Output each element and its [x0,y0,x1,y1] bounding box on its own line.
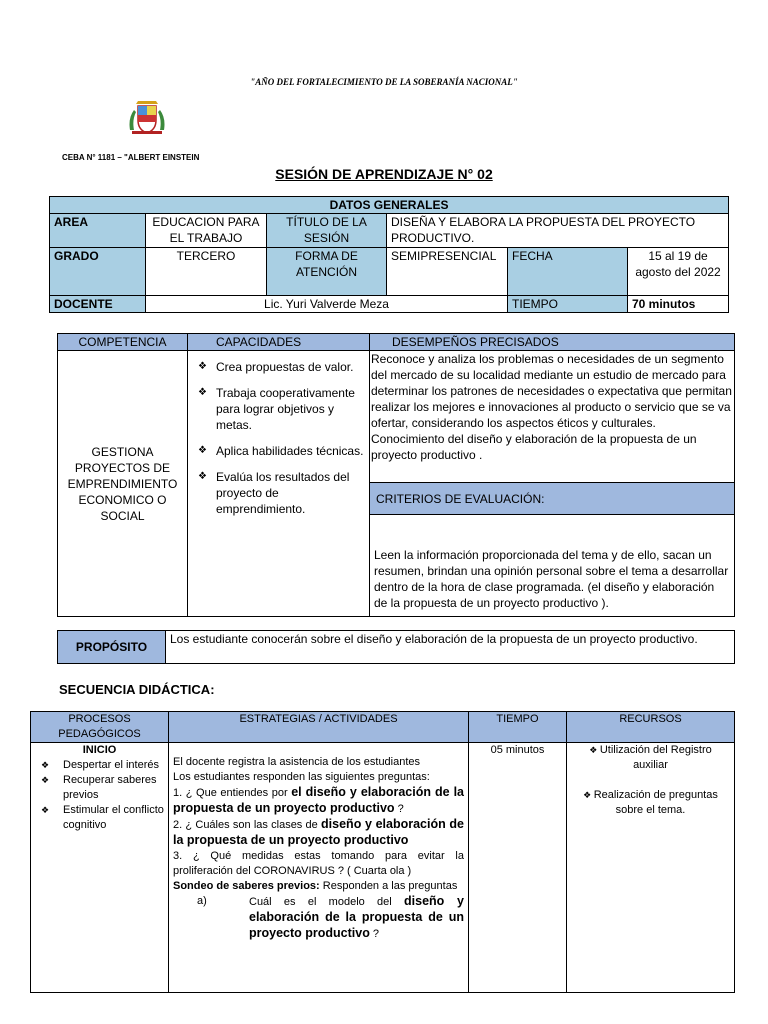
grado-value: TERCERO [146,248,267,296]
tiempo-value: 70 minutos [628,296,729,313]
year-motto: "AÑO DEL FORTALECIMIENTO DE LA SOBERANÍA NACIONAL" [250,77,518,87]
docente-label: DOCENTE [50,296,146,313]
desempeno-2: Conocimiento del diseño y elaboración de la propuesta de un proyecto productivo . [371,432,697,462]
estrategias-cell [169,743,469,993]
proposito-table [57,630,735,664]
tiempo-inicio: 05 minutos [469,743,567,993]
secuencia-table [30,711,735,993]
general-heading: DATOS GENERALES [50,197,729,214]
recursos-cell [567,743,735,993]
capacidad-item: ❖ Trabaja cooperativamente para lograr objetivos y metas. [192,385,365,433]
col-competencia: COMPETENCIA [58,334,188,351]
competencia-text: GESTIONA PROYECTOS DE EMPRENDIMIENTO ECONOMICO O SOCIAL [58,351,188,617]
docente-value: Lic. Yuri Valverde Meza [146,296,508,313]
question-a: a) Cuál es el modelo del diseño y elaboración de la propuesta de un proyecto productivo ? [197,894,464,940]
proceso-item: ❖ Estimular el conflicto cognitivo [35,803,164,833]
proceso-item: ❖ Recuperar saberes previos [35,773,164,803]
page-title: SESIÓN DE APRENDIZAJE N° 02 [275,166,493,182]
col-recursos: RECURSOS [567,712,735,743]
general-data-table [49,196,729,313]
tiempo-label: TIEMPO [508,296,628,313]
proposito-label: PROPÓSITO [58,631,166,664]
school-name: CEBA N° 1181 – "ALBERT EINSTEIN [62,153,200,162]
col-estrategias: ESTRATEGIAS / ACTIVIDADES [169,712,469,743]
school-logo [126,100,168,136]
proceso-item: ❖ Despertar el interés [35,758,164,773]
grado-label: GRADO [50,248,146,296]
forma-value: SEMIPRESENCIAL [387,248,508,296]
area-value: EDUCACION PARA EL TRABAJO [146,214,267,248]
preguntas-line: Los estudiantes responden las siguientes preguntas: [173,771,430,783]
col-capacidades: CAPACIDADES [188,334,370,351]
col-tiempo: TIEMPO [469,712,567,743]
question-3: 3. ¿ Qué medidas estas tomando para evitar la proliferación del CORONAVIRUS ? ( Cuarta ola ) [173,850,464,877]
fecha-label: FECHA [508,248,628,296]
capacidad-item: ❖ Crea propuestas de valor. [192,359,365,375]
forma-label: FORMA DE ATENCIÓN [267,248,387,296]
question-2: 2. ¿ Cuáles son las clases de diseño y elaboración de la propuesta de un proyecto productivo [173,817,465,847]
inicio-label: INICIO [82,744,117,756]
col-procesos: PROCESOS PEDAGÓGICOS [31,712,169,743]
proposito-text: Los estudiante conocerán sobre el diseño y elaboración de la propuesta de un proyecto productivo. [166,631,735,664]
criterios-label: CRITERIOS DE EVALUACIÓN: [370,483,735,515]
capacidad-item: ❖ Aplica habilidades técnicas. [192,443,365,459]
competencias-table [57,333,735,617]
desempeno-1: Reconoce y analiza los problemas o necesidades de un segmento del mercado de su localidad mediante un estudio de mercado para determinar los patrones de necesidades o expectativa que permitan realizar los mejores e innovaciones al producto o servicio que se va ofertar, considerando los aspectos éticos y culturales. [371,352,732,430]
titulo-value: DISEÑA Y ELABORA LA PROPUESTA DEL PROYECTO PRODUCTIVO. [387,214,729,248]
area-label: AREA [50,214,146,248]
recurso-item: ❖ Utilización del Registro auxiliar [571,743,730,773]
capacidad-item: ❖ Evalúa los resultados del proyecto de emprendimiento. [192,469,365,517]
asistencia-line: El docente registra la asistencia de los estudiantes [173,756,421,768]
secuencia-heading: SECUENCIA DIDÁCTICA: [59,682,215,697]
col-desempenos: DESEMPEÑOS PRECISADOS [370,334,735,351]
titulo-label: TÍTULO DE LA SESIÓN [267,214,387,248]
procesos-cell [31,743,169,993]
question-1: 1. ¿ Que entiendes por el diseño y elaboración de la propuesta de un proyecto productivo ? [173,785,464,815]
fecha-value: 15 al 19 de agosto del 2022 [628,248,729,296]
capacidades-cell [188,351,370,617]
sondeo-line: Sondeo de saberes previos: Responden a las preguntas [173,880,458,892]
recurso-item: ❖ Realización de preguntas sobre el tema. [571,788,730,818]
criterios-text: Leen la información proporcionada del tema y de ello, sacan un resumen, brindan una opinión personal sobre el tema a desarrollar dentro de la hora de clase programada. (el diseño y elaboración de la propuesta de un proyecto productivo ). [370,515,735,617]
